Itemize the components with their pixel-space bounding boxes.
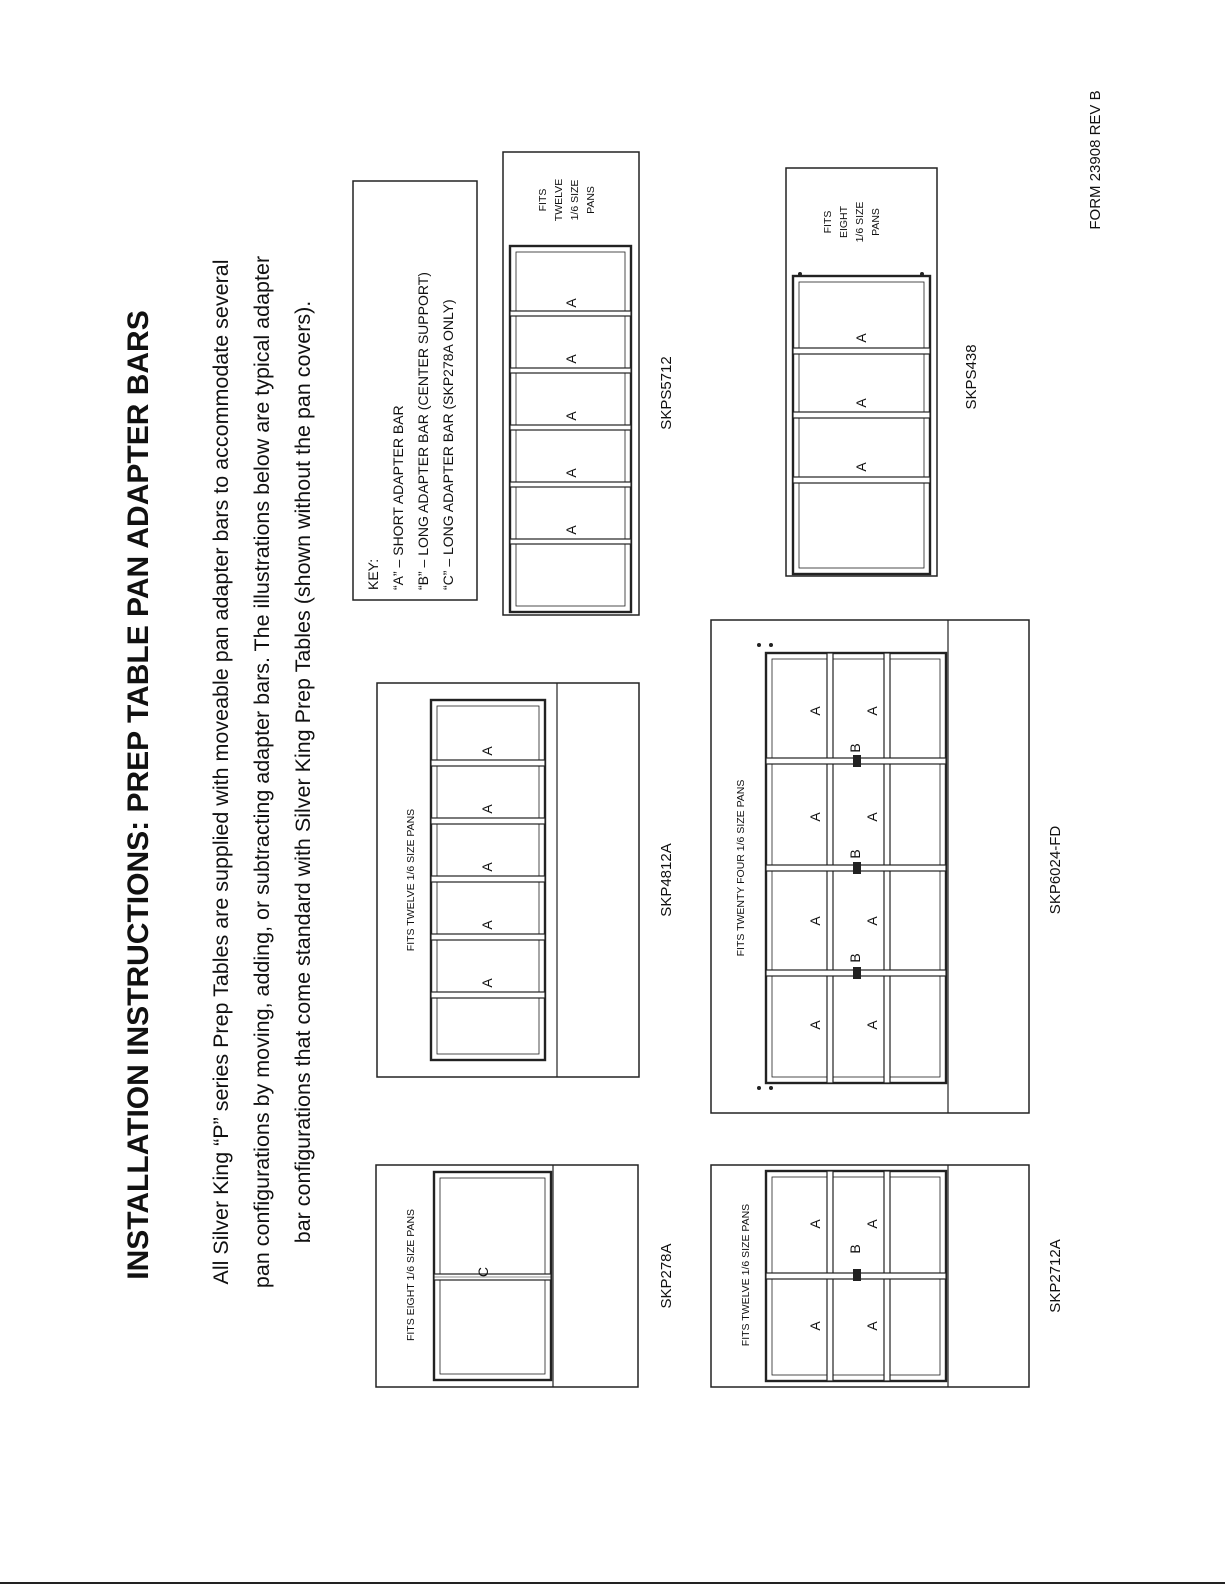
bar-label-a: A xyxy=(864,706,880,716)
bar-label-a: A xyxy=(853,398,869,408)
form-number: FORM 23908 REV B xyxy=(1087,90,1104,230)
bar-label-a: A xyxy=(563,525,579,535)
key-item-c: “C” – LONG ADAPTER BAR (SKP278A ONLY) xyxy=(440,299,456,590)
skps5712-model-label: SKPS5712 xyxy=(658,356,675,430)
bar-label-a: A xyxy=(563,298,579,308)
skp4812a-model-label: SKP4812A xyxy=(658,843,675,917)
bar-label-a: A xyxy=(864,1219,880,1229)
bar-label-a: A xyxy=(807,916,823,926)
bar-label-b: B xyxy=(847,743,863,753)
key-item-b: “B” – LONG ADAPTER BAR (CENTER SUPPORT) xyxy=(415,272,431,590)
caption-line: PANS xyxy=(870,208,882,236)
intro-line-2: pan configurations by moving, adding, or subtracting adapter bars. The illustrations below are typical adapter xyxy=(250,255,274,1289)
bar-label-a: A xyxy=(853,462,869,472)
bar-label-a: A xyxy=(807,1020,823,1030)
key-heading: KEY: xyxy=(365,558,381,590)
caption-line: PANS xyxy=(585,186,597,214)
intro-line-1: All Silver King “P” series Prep Tables are supplied with moveable pan adapter bars to accommodate several xyxy=(209,259,233,1285)
caption-line: EIGHT xyxy=(838,205,850,239)
caption-line: 1/6 SIZE xyxy=(854,201,866,243)
skp2712a-caption: FITS TWELVE 1/6 SIZE PANS xyxy=(740,1203,752,1347)
bar-label-b: B xyxy=(847,849,863,859)
bar-label-a: A xyxy=(479,920,495,930)
bar-label-a: A xyxy=(864,1020,880,1030)
bar-label-a: A xyxy=(479,746,495,756)
bar-label-a: A xyxy=(563,411,579,421)
bar-label-a: A xyxy=(864,812,880,822)
bar-label-a: A xyxy=(807,1219,823,1229)
bar-label-a: A xyxy=(853,333,869,343)
bar-label-b: B xyxy=(847,953,863,963)
caption-line: FITS xyxy=(822,210,834,234)
bar-label-a: A xyxy=(807,812,823,822)
bar-label-a: A xyxy=(479,862,495,872)
bar-label-a: A xyxy=(479,804,495,814)
skp6024fd-model-label: SKP6024-FD xyxy=(1047,825,1064,915)
skp278a-caption: FITS EIGHT 1/6 SIZE PANS xyxy=(405,1208,417,1342)
bar-label-a: A xyxy=(807,706,823,716)
bar-label-a: A xyxy=(563,354,579,364)
bar-label-a: A xyxy=(807,1321,823,1331)
skp4812a-caption: FITS TWELVE 1/6 SIZE PANS xyxy=(405,808,417,952)
key-item-a: “A” – SHORT ADAPTER BAR xyxy=(390,405,406,590)
skp278a-model-label: SKP278A xyxy=(658,1243,675,1309)
bar-label-a: A xyxy=(479,978,495,988)
caption-line: FITS xyxy=(537,188,549,212)
skp2712a-model-label: SKP2712A xyxy=(1047,1239,1064,1313)
page-title: INSTALLATION INSTRUCTIONS: PREP TABLE PAN ADAPTER BARS xyxy=(122,310,155,1280)
caption-line: TWELVE xyxy=(553,178,565,222)
bar-label-a: A xyxy=(864,1321,880,1331)
caption-line: 1/6 SIZE xyxy=(569,179,581,221)
bar-label-c: C xyxy=(475,1266,491,1278)
bar-label-a: A xyxy=(563,468,579,478)
bar-label-b: B xyxy=(847,1244,863,1254)
skps438-model-label: SKPS438 xyxy=(963,344,980,410)
skp6024fd-caption: FITS TWENTY FOUR 1/6 SIZE PANS xyxy=(735,779,747,957)
intro-line-3: bar configurations that come standard with Silver King Prep Tables (shown without the pan covers). xyxy=(291,300,315,1244)
bar-label-a: A xyxy=(864,916,880,926)
